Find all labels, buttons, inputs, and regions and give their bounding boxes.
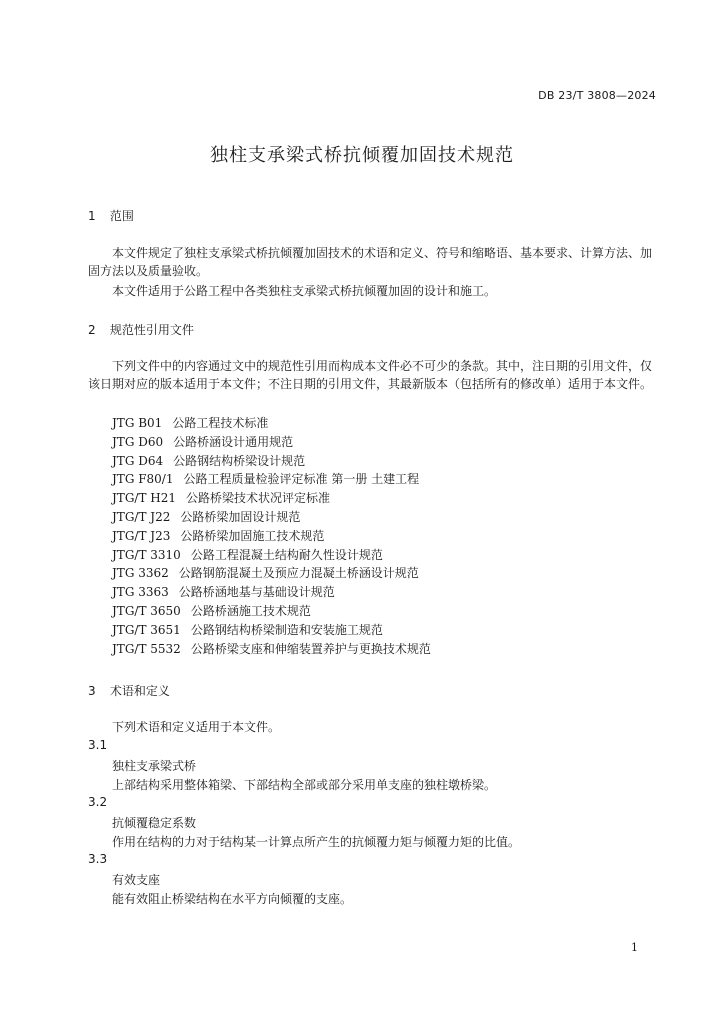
reference-item <box>112 470 431 489</box>
reference-item <box>112 583 431 602</box>
reference-list <box>112 414 431 658</box>
reference-code: JTG B01 <box>112 416 163 430</box>
term-definition: 上部结构采用整体箱梁、下部结构全部或部分采用单支座的独柱墩桥梁。 <box>112 778 497 792</box>
reference-code: JTG 3362 <box>112 566 169 581</box>
term-name: 抗倾覆稳定系数 <box>112 816 197 830</box>
term-number: 3.2 <box>88 795 108 809</box>
reference-item <box>112 602 431 621</box>
reference-item <box>112 452 431 471</box>
section-1-paragraph: 本文件规定了独柱支承梁式桥抗倾覆加固技术的术语和定义、符号和缩略语、基本要求、计算方法、加固方法以及质量验收。 <box>88 246 653 278</box>
section-2-heading <box>88 321 194 338</box>
document-code: DB 23/T 3808—2024 <box>538 89 656 102</box>
reference-item <box>112 564 431 583</box>
reference-name: 公路钢结构桥梁设计规范 <box>173 453 306 468</box>
section-number: 3 <box>88 684 96 698</box>
section-2-intro: 下列文件中的内容通过文中的规范性引用而构成本文件必不可少的条款。其中，注日期的引用文件，仅该日期对应的版本适用于本文件；不注日期的引用文件，其最新版本（包括所有的修改单）适用于本文件。 <box>88 359 653 391</box>
term-number: 3.3 <box>88 852 108 866</box>
reference-item <box>112 640 431 659</box>
page-number: 1 <box>631 941 638 954</box>
reference-code: JTG/T J23 <box>112 528 171 543</box>
reference-code: JTG 3363 <box>112 585 169 600</box>
reference-name: 公路桥涵施工技术规范 <box>190 603 311 618</box>
document-title: 独柱支承梁式桥抗倾覆加固技术规范 <box>210 145 514 166</box>
section-1-heading <box>88 207 134 224</box>
section-title: 术语和定义 <box>109 684 170 698</box>
reference-name: 公路桥梁加固施工技术规范 <box>180 528 325 543</box>
reference-code: JTG D60 <box>112 434 164 449</box>
section-number: 1 <box>88 209 96 223</box>
reference-item <box>112 546 431 565</box>
section-title: 规范性引用文件 <box>109 323 194 337</box>
reference-name: 公路桥涵地基与基础设计规范 <box>178 585 335 600</box>
reference-name: 公路桥梁技术状况评定标准 <box>186 491 331 506</box>
term-definition: 作用在结构的力对于结构某一计算点所产生的抗倾覆力矩与倾覆力矩的比值。 <box>112 835 521 849</box>
reference-code: JTG/T 5532 <box>112 641 181 656</box>
reference-item <box>112 414 431 433</box>
reference-name: 公路钢筋混凝土及预应力混凝土桥涵设计规范 <box>178 566 419 581</box>
reference-item <box>112 508 431 527</box>
reference-name: 公路工程混凝土结构耐久性设计规范 <box>190 547 383 562</box>
term-name: 独柱支承梁式桥 <box>112 759 197 773</box>
section-number: 2 <box>88 323 96 337</box>
reference-name: 公路桥涵设计通用规范 <box>173 434 294 449</box>
reference-name: 公路桥梁支座和伸缩装置养护与更换技术规范 <box>190 641 431 656</box>
reference-code: JTG/T 3651 <box>112 622 181 637</box>
section-3-intro: 下列术语和定义适用于本文件。 <box>112 720 281 734</box>
reference-item <box>112 527 431 546</box>
reference-name: 公路钢结构桥梁制造和安装施工规范 <box>190 622 383 637</box>
term-name: 有效支座 <box>112 873 161 887</box>
reference-code: JTG/T J22 <box>112 509 171 524</box>
section-3-heading <box>88 682 170 699</box>
reference-code: JTG/T 3650 <box>112 603 181 618</box>
section-1-paragraph: 本文件适用于公路工程中各类独柱支承梁式桥抗倾覆加固的设计和施工。 <box>112 284 497 298</box>
reference-code: JTG F80/1 <box>112 472 174 487</box>
term-number: 3.1 <box>88 738 108 752</box>
reference-code: JTG D64 <box>112 453 164 468</box>
reference-name: 公路工程技术标准 <box>172 416 269 430</box>
reference-code: JTG/T 3310 <box>112 547 181 562</box>
reference-item <box>112 489 431 508</box>
reference-item <box>112 433 431 452</box>
reference-name: 公路桥梁加固设计规范 <box>180 509 301 524</box>
reference-code: JTG/T H21 <box>112 491 176 506</box>
reference-name: 公路工程质量检验评定标准 第一册 土建工程 <box>183 472 420 487</box>
term-definition: 能有效阻止桥梁结构在水平方向倾覆的支座。 <box>112 892 353 906</box>
section-title: 范围 <box>109 209 134 223</box>
reference-item <box>112 621 431 640</box>
